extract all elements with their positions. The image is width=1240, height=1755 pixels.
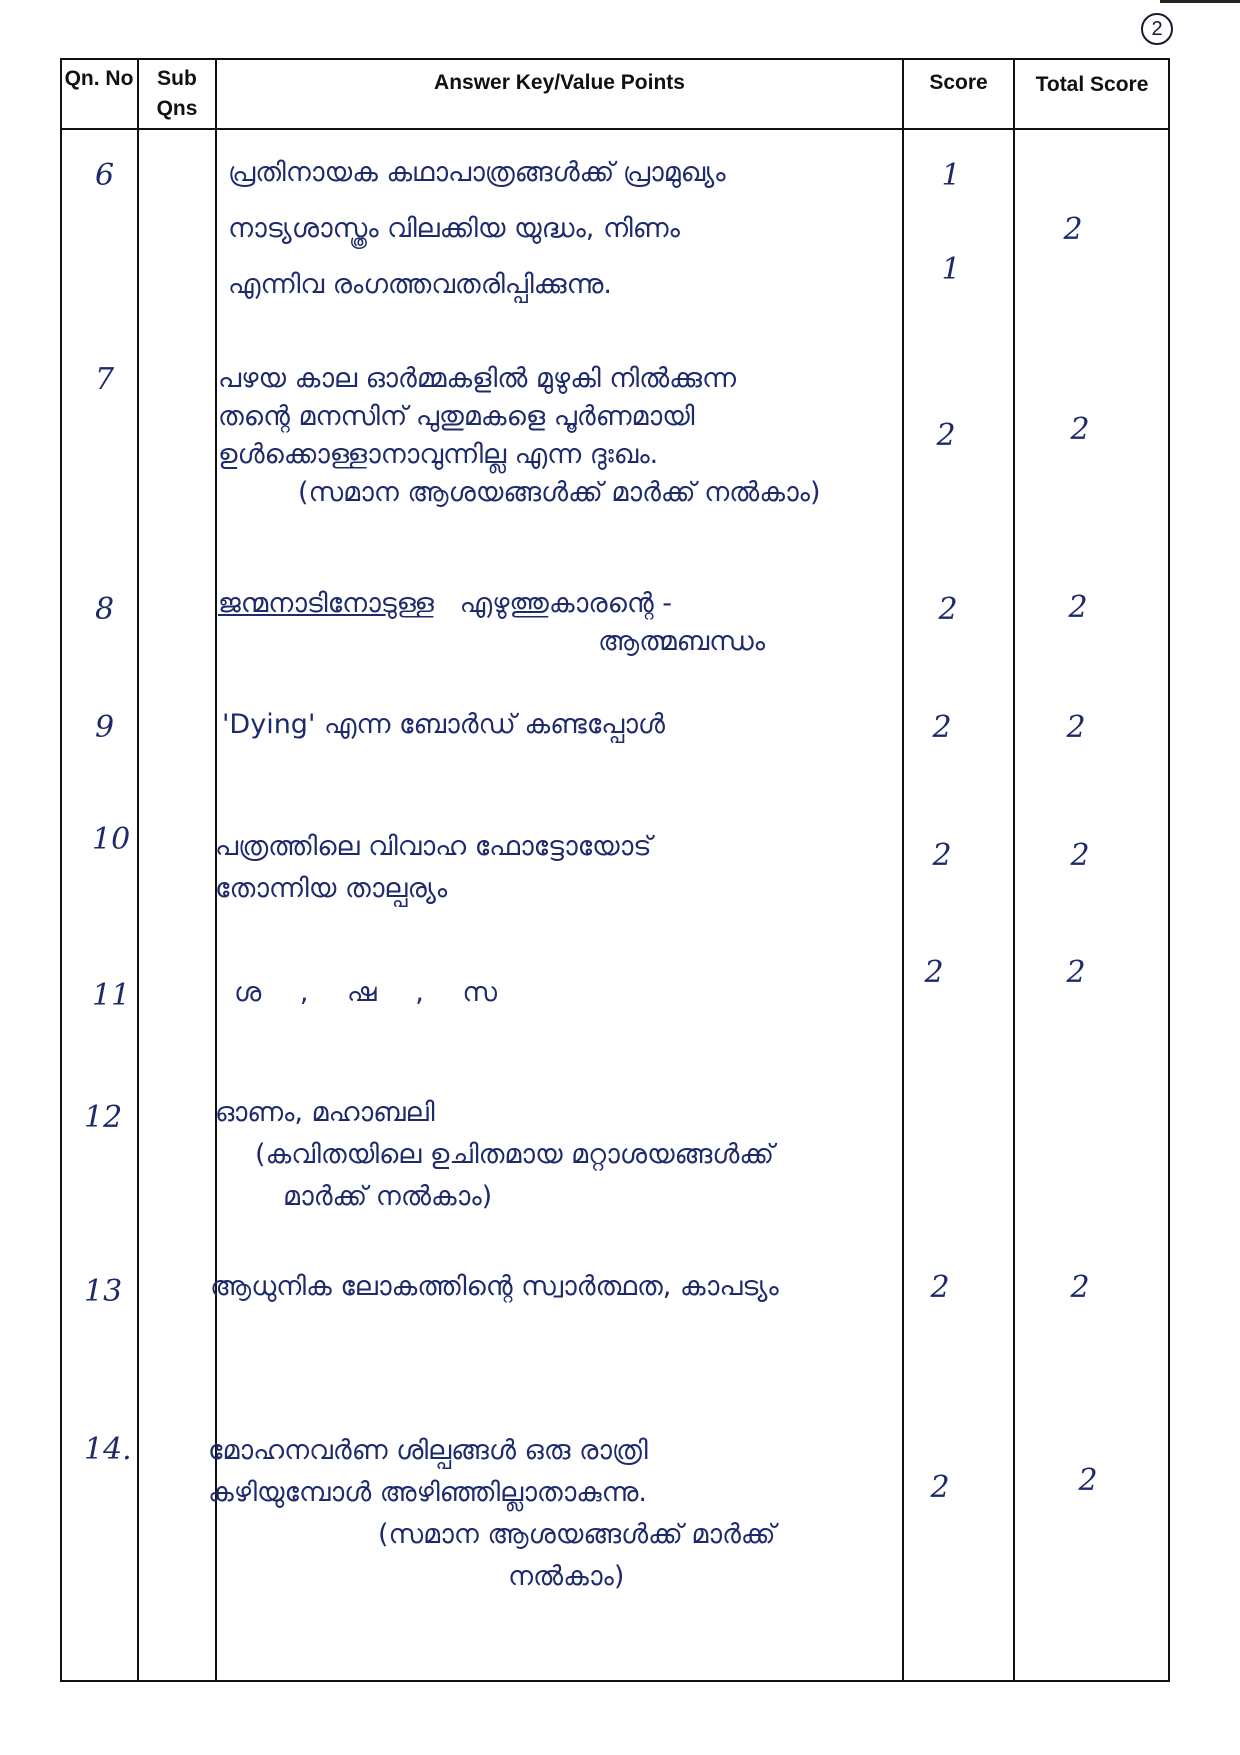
column-divider — [902, 58, 904, 1682]
total-score-value: 2 — [1066, 710, 1086, 745]
question-number: 6 — [95, 158, 115, 193]
header-total-score: Total Score — [1035, 73, 1149, 96]
answer-text: പത്രത്തിലെ വിവാഹ ഫോട്ടോയോട് തോന്നിയ താല്പര്യം — [215, 831, 652, 904]
total-score-value: 2 — [1070, 412, 1090, 447]
answer-text: മോഹനവർണ ശില്പങ്ങൾ ഒരു രാത്രി കഴിയുമ്പോൾ അഴിഞ്ഞില്ലാതാകുന്നു. (സമാന ആശയങ്ങൾക്ക് മാർക്ക് നൽകാം) — [208, 1435, 776, 1592]
question-number: 13 — [84, 1274, 123, 1309]
answer-text: ശ , ഷ , സ — [234, 977, 497, 1008]
answer-text: പ്രതിനായക കഥാപാത്രങ്ങൾക്ക് പ്രാമുഖ്യം നാട്യശാസ്ത്രം വിലക്കിയ യുദ്ധം, നിണം എന്നിവ രംഗത്തവതരിപ്പിക്കുന്നു. — [228, 157, 726, 300]
column-divider — [1013, 58, 1015, 1682]
answer-text: പഴയ കാല ഓർമ്മകളിൽ മുഴുകി നിൽക്കുന്ന തന്റെ മനസിന് പുതുമകളെ പൂർണമായി ഉൾക്കൊള്ളാനാവുന്നില്ല എന്ന ദുഃഖം. (സമാന ആശയങ്ങൾക്ക് മാർക്ക് നൽകാം) — [218, 360, 821, 512]
header-qn-no: Qn. No — [64, 67, 134, 90]
score-value: 1 — [941, 158, 961, 193]
score-value: 1 — [941, 252, 961, 287]
answer-note: (സമാന ആശയങ്ങൾക്ക് മാർക്ക് നൽകാം) — [298, 477, 821, 508]
page-number: 2 — [1141, 13, 1173, 45]
total-score-value: 2 — [1068, 590, 1088, 625]
scan-edge-mark — [1160, 0, 1240, 3]
header-sub-qns: Sub Qns — [156, 67, 198, 120]
total-score-value: 2 — [1078, 1463, 1098, 1498]
answer-text: ഓണം, മഹാബലി (കവിതയിലെ ഉചിതമായ മറ്റാശയങ്ങൾക്ക് മാർക്ക് നൽകാം) — [215, 1097, 775, 1212]
score-value: 2 — [932, 838, 952, 873]
answer-text: ആധുനിക ലോകത്തിന്റെ സ്വാർത്ഥത, കാപട്യം — [210, 1271, 779, 1302]
total-score-value: 2 — [1070, 838, 1090, 873]
question-number: 14. — [84, 1432, 132, 1467]
score-value: 2 — [936, 418, 956, 453]
header-divider — [60, 128, 1170, 130]
question-number: 8 — [95, 592, 115, 627]
header-answer-key: Answer Key/Value Points — [434, 71, 685, 94]
score-value: 2 — [924, 955, 944, 990]
total-score-value: 2 — [1066, 955, 1086, 990]
question-number: 11 — [92, 978, 131, 1013]
question-number: 9 — [95, 710, 115, 745]
question-number: 7 — [95, 362, 115, 397]
question-number: 12 — [84, 1100, 123, 1135]
score-value: 2 — [930, 1470, 950, 1505]
answer-text: ജന്മനാടിനോടുള്ള എഴുത്തുകാരന്റെ - ആത്മബന്ധം — [218, 588, 766, 657]
score-value: 2 — [938, 592, 958, 627]
total-score-value: 2 — [1070, 1270, 1090, 1305]
score-value: 2 — [930, 1270, 950, 1305]
column-divider — [137, 58, 139, 1682]
total-score-value: 2 — [1063, 212, 1083, 247]
score-value: 2 — [932, 710, 952, 745]
answer-text: 'Dying' എന്ന ബോർഡ് കണ്ടപ്പോൾ — [222, 709, 666, 740]
header-score: Score — [929, 71, 988, 94]
question-number: 10 — [92, 822, 131, 857]
